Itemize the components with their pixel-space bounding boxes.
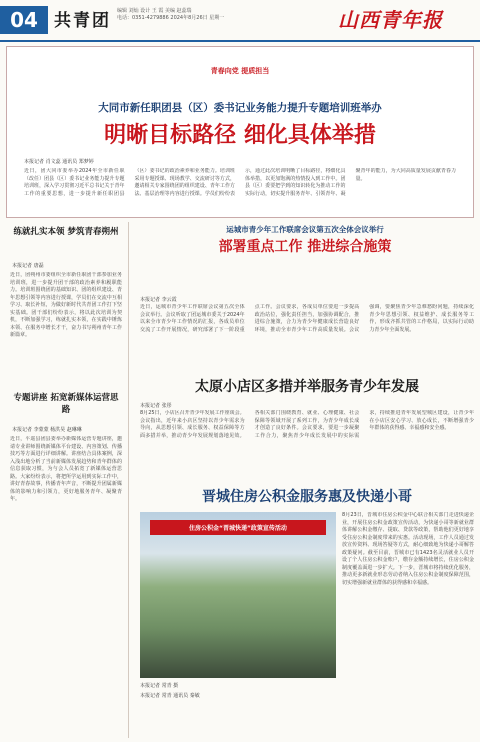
left-article1-title: 练就扎实本领 梦筑青春朔州 <box>13 227 119 237</box>
mid-headline: 部署重点工作 推进综合施策 <box>218 239 392 255</box>
district-byline: 本报记者 张彤 <box>140 403 172 409</box>
top-subtitle: 大同市新任职团县（区）委书记业务能力提升专题培训班举办 <box>98 102 382 114</box>
fund-body: 8月23日，晋城市住房公积金中心联合相关部门走进快递企业，开展住房公积金政策宣传活动，为快递小哥等新就业群体讲解公积金缴存、提取、贷款等政策，帮助他们更好地享受住房公积金制度带来的实惠。活动现场，工作人员通过发放宣传资料、现场答疑等方式，耐心细致地为快递小哥解答政策疑问。截至目前，晋城市已有1423名灵活就业人员开设了个人住房公积金账户，缴存金额持续增长，住房公积金制度覆盖面进一步扩大。下一步，晋城市将持续优化服务，推动更多新就业形态劳动者纳入住房公积金制度保障范围，切实增强新就业群体的获得感和幸福感。 <box>342 512 474 586</box>
date-line: 电话：0351-4279886 2024年8月26日 星期一 <box>117 15 225 21</box>
top-kicker: 青春向党 提质担当 <box>210 67 270 75</box>
column-divider <box>128 222 129 738</box>
header-rule <box>0 40 480 42</box>
district-body: 8月25日，小店区召开青少年发展工作座谈会。会议指出，近年来小店区坚持以青少年需求为导向，从思想引领、成长服务、权益保障等方面多措并举，推动青少年发展规划落地见效。各相关部门围绕教育、就业、心理健康、社会保障等领域开展了系列工作，为青少年成长成才创造了良好条件。会议要求，要进一步凝聚工作合力，聚焦青少年成长发展中的实际需求，持续推进青年发展型城区建设，让青少年在小店区安心学习、放心成长，不断增强青少年群体的获得感、幸福感和安全感。 <box>140 410 474 439</box>
newspaper-logo: 山西青年报 <box>338 8 443 32</box>
left-article2-body: 近日，平遥县团县委举办新媒体运营专题讲座，邀请专业讲师围绕新媒体平台建设、内容策划、传播技巧等方面进行详细讲解。讲座结合具体案例，深入浅出地分析了当前新媒体发展趋势和青年群体的信息获取习惯，为与会人员拓宽了新媒体运营思路。大家纷纷表示，将把所学运用到实际工作中，讲好青春故事，传播青年声音，不断提升团属新媒体的影响力和引领力，更好地服务青年、凝聚青年。 <box>10 436 122 502</box>
left-article2-title: 专题讲座 拓宽新媒体运营思路 <box>13 393 119 415</box>
district-headline: 太原小店区多措并举服务青少年发展 <box>195 379 419 395</box>
mid-title-line: 运城市青少年工作联席会议第五次全体会议举行 <box>226 225 384 234</box>
left-article2-byline: 本报记者 李蒙蒙 杨洪昊 赵琳琳 <box>12 427 82 433</box>
editor-line: 编辑 刘灿 设计 王 霞 美编 赵蕊瑞 <box>117 8 192 14</box>
fund-byline: 本报记者 常青 通讯员 秦敏 <box>140 693 200 699</box>
top-byline: 本报记者 肖文蕊 通讯员 郑梦婷 <box>24 159 94 165</box>
photo-banner: 住房公积金“晋城快递”政策宣传活动 <box>150 520 326 535</box>
fund-photo <box>140 512 336 678</box>
mid-byline: 本报记者 李云霞 <box>140 297 177 303</box>
page-number: 04 <box>0 6 48 34</box>
section-name: 共青团 <box>54 11 111 31</box>
left-article1-byline: 本报记者 唐磊 <box>12 263 44 269</box>
masthead-meta <box>117 8 307 22</box>
fund-headline: 晋城住房公积金服务惠及快递小哥 <box>202 489 412 505</box>
fund-photo-caption: 本报记者 常青 摄 <box>140 683 179 689</box>
left-article1-body: 近日，团朔州市委组织全市新任职团干部参加业务培训班，进一步提升团干部的政治素养和履职能力。培训班围绕团的基础知识、团的组织建设、青年思想引领等内容进行授课，学员们在交流中互相学习、取长补短，为做好新时代共青团工作打下坚实基础。团干部们纷纷表示，将以此次培训为契机，不断加强学习，练就扎实本领，在实践中锤炼本领、在服务中增长才干，奋力书写朔州青年工作新篇章。 <box>10 272 122 338</box>
top-body: 近日，团大同市委举办2024年全市新任职（改任）团县（区）委书记业务能力提升专题培训班，深入学习贯彻习近平总书记关于青年工作的重要思想，进一步提升新任职团县（区）委书记的政治素养和业务能力。培训班采用专题授课、现场教学、交流研讨等方式，邀请相关专家围绕团的组织建设、青年工作方法、基层治理等内容进行授课。学员们纷纷表示，通过此次培训明晰了目标路径，将细化具体举措，以更加饱满的热情投入到工作中。团县（区）委要把学到的知识转化为推动工作的实际行动，切实提升服务青年、引领青年、凝聚青年的能力，为大同高质量发展贡献青春力量。 <box>24 168 456 197</box>
top-headline: 明晰目标路径 细化具体举措 <box>104 122 376 148</box>
mid-body: 近日，运城市青少年工作联席会议第五次全体会议举行。会议听取了团运城市委关于2024年以来全市青少年工作情况的汇报，各成员单位交流了工作开展情况，研究部署了下一阶段重点工作。会议要求，各成员单位要进一步提高政治站位，强化责任担当，加强协调配合，推进综合施策，合力为青少年健康成长营造良好环境，推动全市青少年工作高质量发展。会议强调，要聚焦青少年急难愁盼问题，持续深化青少年思想引领、权益维护、成长服务等工作，形成齐抓共管的工作格局，以实际行动助力青少年全面发展。 <box>140 304 474 333</box>
